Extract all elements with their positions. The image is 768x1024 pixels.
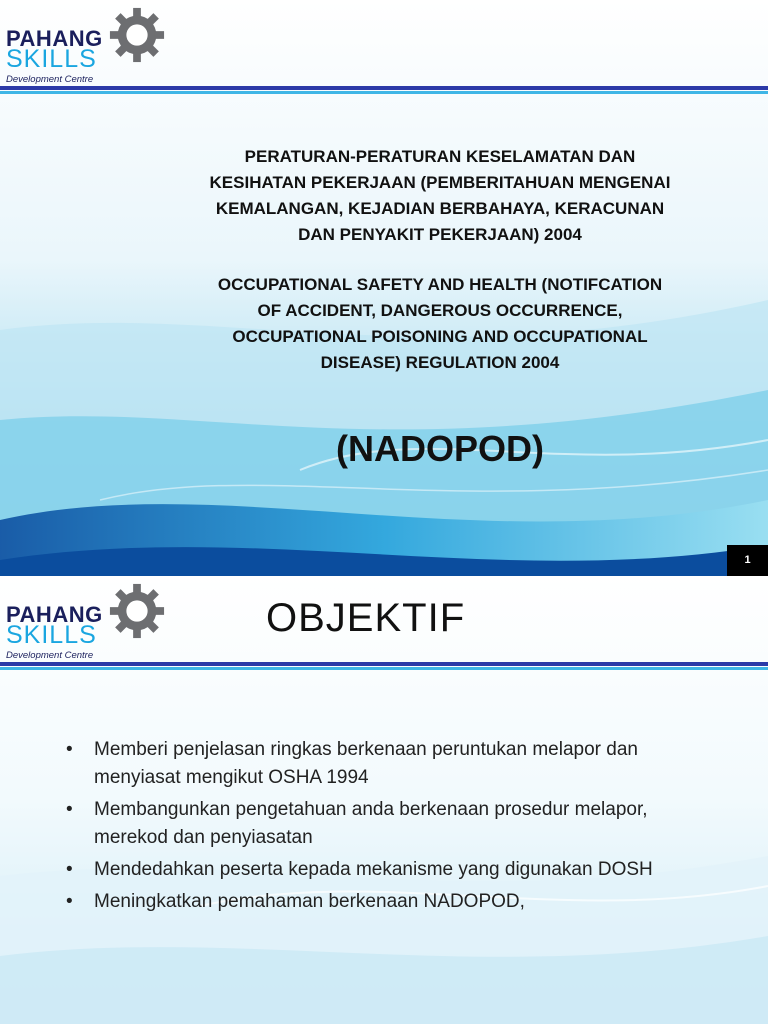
pahang-skills-logo <box>6 6 166 86</box>
slide-title-objektif: OBJEKTIF <box>266 596 466 640</box>
bullet-glyph: • <box>66 799 73 820</box>
list-item-line: Memberi penjelasan ringkas berkenaan peruntukan melapor dan <box>94 739 638 760</box>
title-english-line: OF ACCIDENT, DANGEROUS OCCURRENCE, <box>257 301 623 320</box>
bullet-glyph: • <box>66 739 73 760</box>
title-english <box>150 272 730 376</box>
list-item <box>66 736 746 792</box>
list-item <box>66 888 746 916</box>
title-malay-line: KEMALANGAN, KEJADIAN BERBAHAYA, KERACUNAN <box>215 199 665 218</box>
gear-icon <box>108 6 166 64</box>
list-item-line: Meningkatkan pemahaman berkenaan NADOPOD, <box>94 891 525 912</box>
logo-text-skills: SKILLS <box>6 45 97 73</box>
logo-text-pahang: PAHANG <box>6 602 103 627</box>
title-english-line: OCCUPATIONAL SAFETY AND HEALTH (NOTIFCATION <box>217 275 663 294</box>
list-item <box>66 856 746 884</box>
title-malay <box>150 144 730 248</box>
title-malay-line: DAN PENYAKIT PEKERJAAN) 2004 <box>298 225 582 244</box>
list-item-line: Mendedahkan peserta kepada mekanisme yang digunakan DOSH <box>94 859 653 880</box>
page-number-badge: 1 <box>727 545 768 576</box>
list-item-line: merekod dan penyiasatan <box>94 827 313 848</box>
header <box>0 0 768 96</box>
acronym-heading: (NADOPOD) <box>336 428 544 469</box>
header-rule-dark <box>0 662 768 666</box>
logo-text-subtitle: Development Centre <box>6 650 94 661</box>
gear-icon <box>108 582 166 640</box>
list-item-line: menyiasat mengikut OSHA 1994 <box>94 767 369 788</box>
header-rule-dark <box>0 86 768 90</box>
logo-text-pahang: PAHANG <box>6 26 103 51</box>
title-english-line: OCCUPATIONAL POISONING AND OCCUPATIONAL <box>232 327 648 346</box>
logo-text-subtitle: Development Centre <box>6 74 94 85</box>
bullet-glyph: • <box>66 859 73 880</box>
header-rule-light <box>0 91 768 94</box>
bullet-glyph: • <box>66 891 73 912</box>
list-item-line: Membangunkan pengetahuan anda berkenaan prosedur melapor, <box>94 799 648 820</box>
logo-text-skills: SKILLS <box>6 621 97 649</box>
title-malay-line: KESIHATAN PEKERJAAN (PEMBERITAHUAN MENGENAI <box>209 173 671 192</box>
list-item <box>66 796 746 852</box>
pahang-skills-logo <box>6 582 166 662</box>
header-rule-light <box>0 667 768 670</box>
objectives-list <box>66 736 746 920</box>
title-malay-line: PERATURAN-PERATURAN KESELAMATAN DAN <box>244 147 636 166</box>
title-english-line: DISEASE) REGULATION 2004 <box>320 353 560 372</box>
